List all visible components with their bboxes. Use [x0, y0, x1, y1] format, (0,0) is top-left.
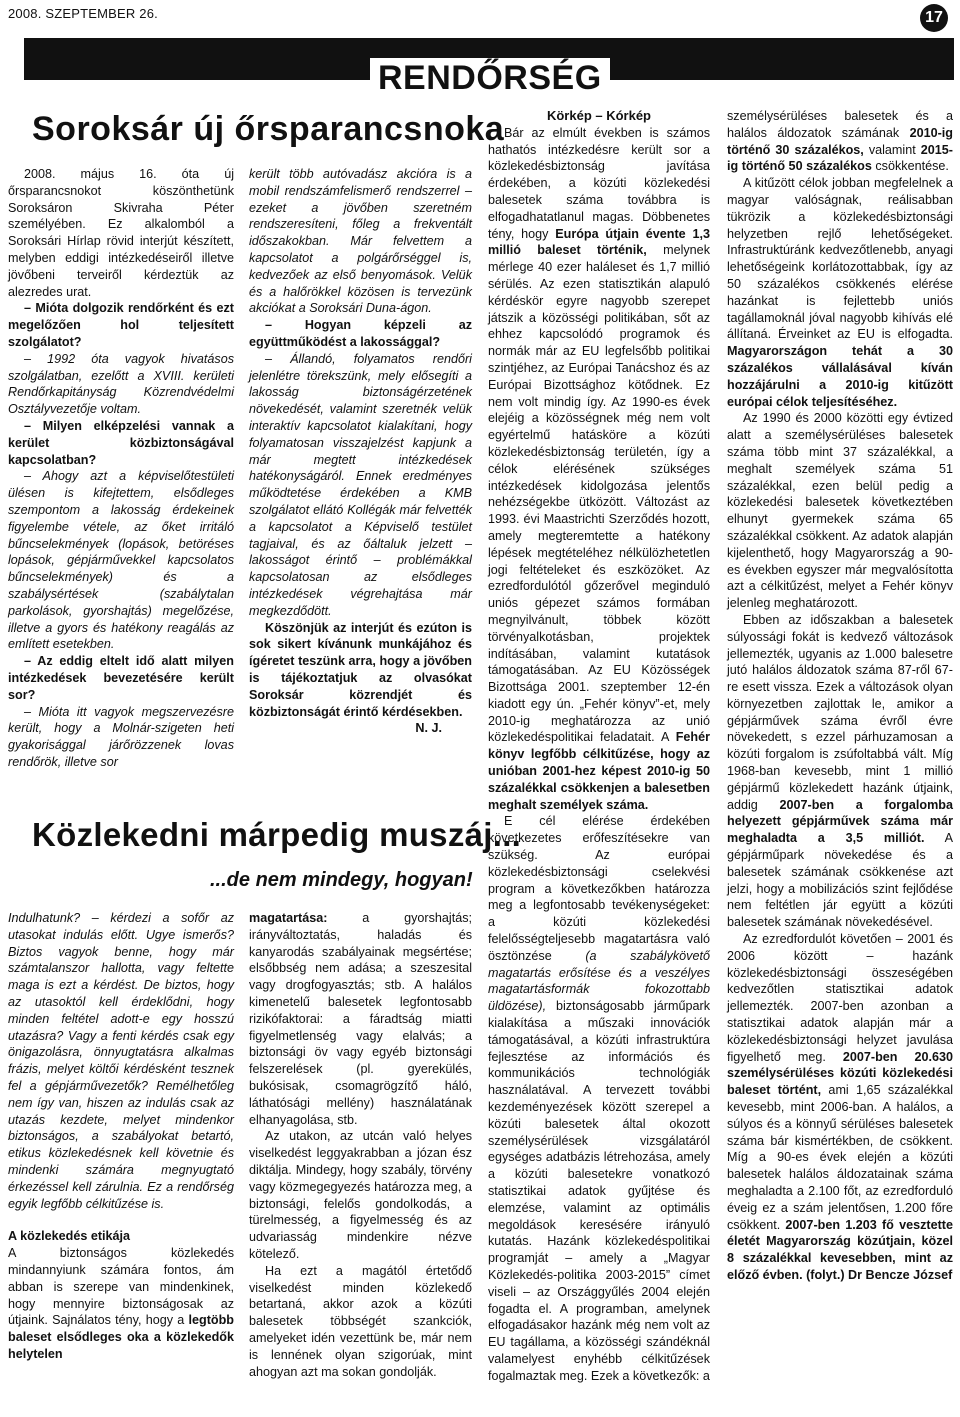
korkep-col4 [727, 108, 953, 1284]
article2-col1 [8, 910, 234, 1363]
interview-question: – Milyen elképzelési vannak a kerület közbiztonságával kapcsolatban? [8, 418, 234, 467]
article2-body: A biztonságos közlekedés mindannyiunk számára fontos, ám abban is szerepe van mindenkinek, hogy mennyire biztonságosak az útjaink. Sajnálatos tény, hogy a legtöbb baleset elsődleges oka a közlekedők helytelen [8, 1246, 234, 1361]
article2-subtitle: ...de nem mindegy, hogyan! [210, 869, 473, 891]
closing-thanks: Köszönjük az interjút és ezúton is sok sikert kívánunk munkájához és ígéretet teszünk arra, hogy a jövőben is tájékoztatjuk az olvasókat Soroksár közrendjét és közbiztonságát érintő kérdésekben. [249, 620, 472, 719]
interview-question: – Mióta dolgozik rendőrként és ezt megelőzően hol teljesített szolgálatot? [8, 301, 234, 349]
interview-answer: került több autóvadász akcióra is a mobil rendszámfelismerő rendszerrel – ezeket a jövőben szeretném rendszeresíteni, főleg a frekventált időszakokban. Már felvettem a kapcsolatot a polgárőrséggel is, kedvezőek az első benyomások. Velük és a halőrökkel közösen is tervezünk akciókat a Soroksári Duna-ágon. [249, 167, 472, 316]
article2-col2 [249, 910, 472, 1380]
article1-intro: 2008. május 16. óta új őrsparancsnokot köszönthetünk Soroksáron Skivraha Péter személyében. Ez alkalomból a Soroksári Hírlap rövid interjút készített, melyben eddigi intézkedéseiről illetve jövőbeni terveiről kérdeztük az alezredes urat. [8, 167, 234, 299]
article-title: Soroksár új őrsparancsnoka [32, 110, 505, 148]
korkep-body: E cél elérése érdekében következetes erőfeszítésekre van szükség. Az európai közlekedésbiztonsági cselekvési program a következőkben határozza meg a legfontosabb tevékenységeket: a közúti közlekedési felelősségteljesebb magatartásra való ösztönzése (a szabálykövető magatartás erősítése és a veszélyes magatartásformák fokozottabb üldözése), biztonságosabb járműpark kialakítása a műszaki innovációk támogatásával, a közúti infrastruktúra fejlesztése az információs és kommunikációs technológiák használatával. A tervezett további kezdeményezések között szerepel a közúti balesetek által okozott személysérülések vizsgálatáról egységes adatbázis létrehozása, amely a közúti balesetekre vonatkozó statisztikai adatok gyűjtése és elemzése, valamint az optimális megoldások keresésére irányuló kutatás. Hazánk közlekedéspolitikai programját – amely a „Magyar Közlekedés-politika 2003-2015” címet viseli – az Országgyűlés 2004 elején fogadta el. A programban, amelynek elfogadásakor hazánk még nem volt az EU tagállama, a közösségi szándéknál valamelyest enyhébb célkitűzések fogalmaztak meg. Ezek a következők: a [488, 814, 710, 1383]
interview-answer: – 1992 óta vagyok hivatásos szolgálatban, ezelőtt a XVIII. kerületi Rendőrkapitányság Közrendvédelmi Osztályvezetője voltam. [8, 351, 234, 417]
interview-answer: – Mióta itt vagyok megszervezésre került, hogy a Molnár-szigeten heti gyakorisággal járőrözzenek lovas rendőrök, illetve sor [8, 704, 234, 769]
article2-lead: Indulhatunk? – kérdezi a sofőr az utasokat indulás előtt. Ugye ismerős? Biztos vagyok benne, hogy már számtalanszor hallotta, vagy feltette maga is ezt a kérdést. De biztos, hogy az utasoktól kell érdeklődni, hogy minden feltétel adott-e egy hosszú utazásra? Vagy a fenti kérdés csak egy önigazolásra, önnyugtatásra alkalmas frázis, melyet költői kérdésként tesznek fel a gépjárművezetők? Remélhetőleg nem így van, hiszen az indulás csak az utazás kezdete, melyet mindenkor biztonságos, a szabályokat betartó, etikus közlekedésnek kell követnie és mindenki számára megnyugtató érkezéssel kell zárulnia. Ez a rendőrség egyik legfőbb célkitűzése is. [8, 911, 234, 1211]
article2-body: Az utakon, az utcán való helyes viselkedést leggyakrabban a józan ész diktálja. Mindegy, hogy szabály, törvény vagy közmegegyezés határozza meg, a biztonsági, felelős gondolkodás, a türelmesség, a figyelmesség és az udvariasság mindenkire nézve kötelező. [249, 1129, 472, 1261]
interview-answer: – Állandó, folyamatos rendőri jelenlétre törekszünk, mely elősegíti a lakosság biztonságérzetének növekedését, valamint szeretnék velük interaktív kapcsolatot kialakítani, hogy folyamatosan visszajelzést kapjunk a már megtett intézkedések hatékonyságáról. Ennek eredményes működtetése érdekében a KMB szolgálatot ellátó Kollégák már felvették a kapcsolatot a Képviselő testület tagjaival, és az őáltaluk jelzett – lakosságot érintő – problémákkal kapcsolatosan az elsődleges intézkedések végrehajtása már megkezdődött. [249, 351, 472, 618]
korkep-body: Bár az elmúlt években is számos hathatós intézkedésre került sor a közlekedésbiztonság javítása érdekében, a közúti közlekedési balesetek száma továbbra is elfogadhatatlanul magas. Döbbenetes tény, hogy Európa útjain évente 1,3 millió baleset történik, melynek mérlege 40 ezer haláleset és 1,7 millió sérülés. Az ezen statisztikán alapuló kérdéskör egyre nagyobb szerepet játszik a közösségi politikában, sőt az ehhez kapcsolódó programok és normák már az EU legfelsőbb politikai szintjéhez, az Európai Tanácshoz és az Európai Bizottsághoz kötődnek. Ez nem volt mindig így. Az 1990-es évek elejéig a közösségnek még nem volt egyértelmű hatásköre a közúti közlekedésbiztonság területén, így a célok elérésének szükséges intézkedések kidolgozása jelentős nehézségekbe ütközött. Változást az 1993. évi Maastrichti Szerződés hozott, amely megteremtette a hatékony lépések megtételéhez nélkülözhetetlen jogi feltételeket és eszközöket. Az ezredfordulótól gőzerővel meginduló uniós gépezet számos formában megnyilvánult, többek között törvényalkotásban, projektek indításában, valamint kutatások támogatásában. Az EU Közösségek Bizottsága 2001. szeptember 12-én kiadott egy ún. „Fehér könyv”-et, mely 2010-ig meghatározza az unió közlekedéspolitikai feladatait. A Fehér könyv legfőbb célkitűzése, hogy az unióban 2001-hez képest 2010-ig 50 százalékkal csökkenjen a balesetben meghalt személyek száma. [488, 125, 710, 812]
page-number-badge: 17 [920, 4, 948, 32]
korkep-body: személysérüléses balesetek és a halálos áldozatok számának 2010-ig történő 30 százalékos, valamint 2015-ig történő 50 százalékos csökkentése. [727, 109, 953, 174]
korkep-heading: Körkép – Kórkép [546, 108, 652, 123]
korkep-col3 [488, 108, 710, 1385]
korkep-body: Az ezredfordulót követően – 2001 és 2006 között – hazánk közlekedésbiztonsági összeségében kedvezőtlen statisztikai adatok jellemezték. 2007-ben azonban a statisztikai adatok alapján már a közlekedésbiztonsági helyzet javulása figyelhető meg. 2007-ben 20.630 személysérüléses közúti közlekedési baleset történt, ami 1,65 százalékkal kevesebb, mint 2006-ban. A halálos, a súlyos és a könnyű sérüléses balesetek száma bár kismértékben, de csökkent. Míg a 90-es évek elején a közúti balesetek halálos áldozatainak száma meghaladta a 2.100 főt, az ezredforduló éveig ez a szám jelentősen, 1.200 főre csökkent. 2007-ben 1.203 fő vesztette életét Magyarország közútjain, közel 8 százalékkal kevesebben, mint az előző évben. (folyt.) Dr Bencze József [727, 932, 953, 1282]
korkep-body: Ebben az időszakban a balesetek súlyossági fokát is kedvező változások jellemezték, ugyanis az 1.000 balesetre jutó halálos áldozatok száma 87-ről 67-re esett vissza. Ezek a változások olyan környezetben zajlottak le, amikor a gépjárművek száma évről évre növekedett, s ezzel párhuzamosan a közúti forgalom is zsúfoltabbá vált. Míg 1968-ban kevesebb, mint 1 millió gépjármű közlekedett hazánk útjaink, addig 2007-ben a forgalomba helyezett gépjárművek száma már meghaladta a 3,5 milliót. A gépjárműpark növekedése és a balesetek számának csökkenése azt jelzi, hogy a mobilizációs szint fejlődése nem feltétlen jár együtt a közúti balesetek számának növekedésével. [727, 612, 953, 930]
interview-question: – Az eddig eltelt idő alatt milyen intézkedések bevezetésére került sor? [8, 654, 234, 702]
author-signature: N. J. [415, 721, 442, 736]
article1-col1 [8, 166, 234, 771]
interview-question: – Hogyan képzeli az együttműködést a lakossággal? [249, 318, 472, 349]
article2-body: magatartása: a gyorshajtás; irányváltoztatás, haladás és kanyarodás szabályainak megsértése; elsőbbség nem adása; a szeszesital vagy drogfogyasztás; stb. A halálos kimenetelű balesetek legfontosabb rizikófaktorai: a fáradtság miatti figyelmetlenség vagy elalvás; a biztonsági öv vagy egyéb biztonsági felszerelések (pl. gyerekülés, bukósisak, csomagrögzítő háló, láthatósági mellény) használatának elhanyagolása, stb. [249, 911, 472, 1127]
korkep-body: A kitűzött célok jobban megfelelnek a magyar valóságnak, reálisabban tükrözik a közlekedésbiztonsági helyzetben rejlő lehetőségeket. Infrastruktúránk kedvezőtlenebb, anyagi lehetőségeink korlátozottabbak, így az 50 százalékos csökkenés elérése hazánkat is fejlettebb uniós tagállamoknál jóval nagyobb kihívás elé állítaná. Érveinket az EU is elfogadta. Magyarországon tehát a 30 százalékos vállalásával kíván hozzájárulni a 2010-ig kitűzött európai célok teljesítéséhez. [727, 176, 953, 409]
header-date: 2008. SZEPTEMBER 26. [8, 6, 158, 21]
korkep-body: Az 1990 és 2000 közötti egy évtized alatt a személysérüléses balesetek száma több mint 37 százalékkal, a meghalt személyek száma 51 százalékkal, ezen belül pedig a közlekedési balesetek következtében elhunyt gyermekek száma 65 százalékkal csökkent. Az adatok alapján kijelenthető, hogy Magyarország a 90-es években egyszer már megvalósította azt a célkitűzést, melyet a Fehér könyv jelenleg meghatározott. [727, 411, 953, 611]
article2-body: Ha ezt a magától értetődő viselkedést minden közlekedő betartaná, akkor azok a közúti balesetek többségét szankciók, amelyeket idén vezettünk be, már nem is lennének olyan szigorúak, mint ahogyan azt ma sokan gondolják. [249, 1263, 472, 1379]
interview-answer: – Ahogy azt a képviselőtestületi ülésen is kifejtettem, elsődleges szempontom a lakosság érdekeinek figyelembe vétele, az őket irritáló bűncselekmények (lopások, betöréses lopások, gépjárművekkel kapcsolatos bűncselekmények) és a szabálysértések (szabálytalan parkolások, gyorshajtás) megelőzése, illetve a gyors és hatékony reagálás az említett esetekben. [8, 469, 234, 652]
subheading: A közlekedés etikája [8, 1229, 131, 1244]
section-label: RENDŐRSÉG [370, 58, 610, 98]
article1-col2 [249, 166, 472, 737]
article2-title: Közlekedni márpedig muszáj... [32, 816, 522, 853]
